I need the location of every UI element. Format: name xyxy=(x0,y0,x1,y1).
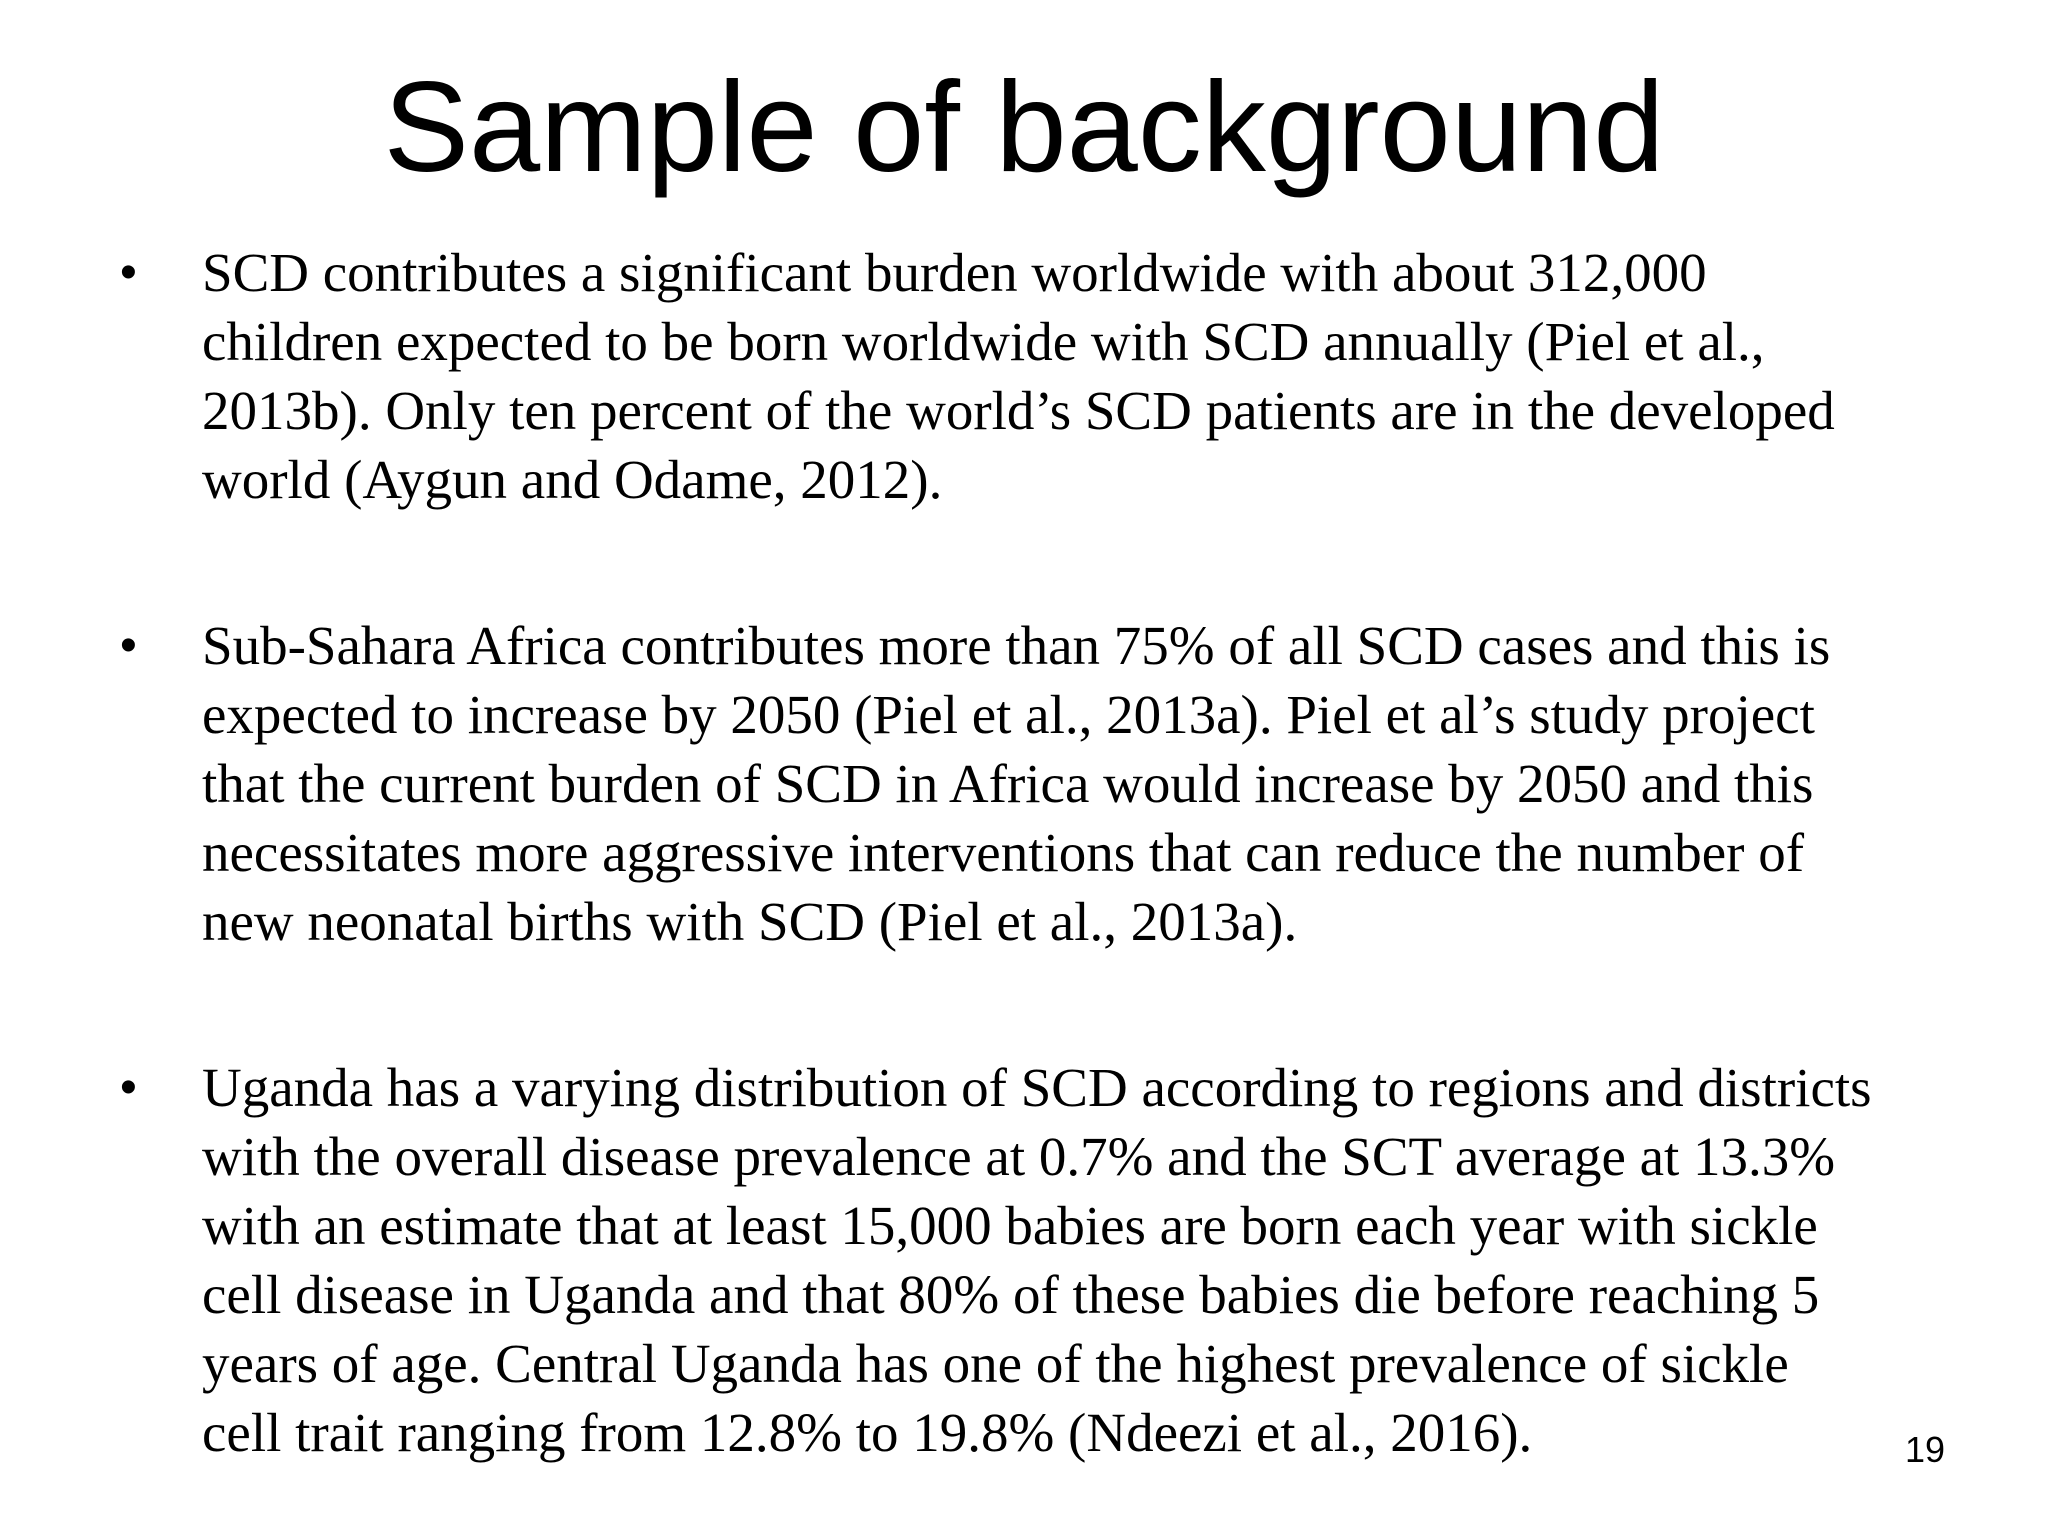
bullet-text xyxy=(202,611,2002,956)
bullet-line: necessitates more aggressive interventions that can reduce the number of xyxy=(202,822,1805,883)
bullet-icon: • xyxy=(120,246,137,299)
bullet-line: cell disease in Uganda and that 80% of these babies die before reaching 5 xyxy=(202,1264,1820,1325)
bullet-line: SCD contributes a significant burden worldwide with about 312,000 xyxy=(202,242,1707,303)
slide-number: 19 xyxy=(1904,1429,1946,1470)
slide-title: Sample of background xyxy=(383,56,1665,199)
bullet-line: with an estimate that at least 15,000 babies are born each year with sickle xyxy=(202,1195,1818,1256)
bullet-line: children expected to be born worldwide with SCD annually (Piel et al., xyxy=(202,311,1765,372)
bullet-line: cell trait ranging from 12.8% to 19.8% (Ndeezi et al., 2016). xyxy=(202,1402,1533,1463)
bullet-icon: • xyxy=(120,619,137,672)
bullet-text xyxy=(202,1053,2002,1467)
bullet-line: years of age. Central Uganda has one of the highest prevalence of sickle xyxy=(202,1333,1789,1394)
bullet-line: new neonatal births with SCD (Piel et al., 2013a). xyxy=(202,891,1298,952)
bullet-line: world (Aygun and Odame, 2012). xyxy=(202,449,943,510)
bullet-line: that the current burden of SCD in Africa would increase by 2050 and this xyxy=(202,753,1814,814)
bullet-line: expected to increase by 2050 (Piel et al., 2013a). Piel et al’s study project xyxy=(202,684,1815,745)
bullet-line: with the overall disease prevalence at 0.7% and the SCT average at 13.3% xyxy=(202,1126,1836,1187)
bullet-line: Sub-Sahara Africa contributes more than 75% of all SCD cases and this is xyxy=(202,615,1831,676)
bullet-icon: • xyxy=(120,1061,137,1114)
bullet-line: Uganda has a varying distribution of SCD according to regions and districts xyxy=(202,1057,1872,1118)
bullet-line: 2013b). Only ten percent of the world’s SCD patients are in the developed xyxy=(202,380,1835,441)
bullet-text xyxy=(202,238,2002,514)
